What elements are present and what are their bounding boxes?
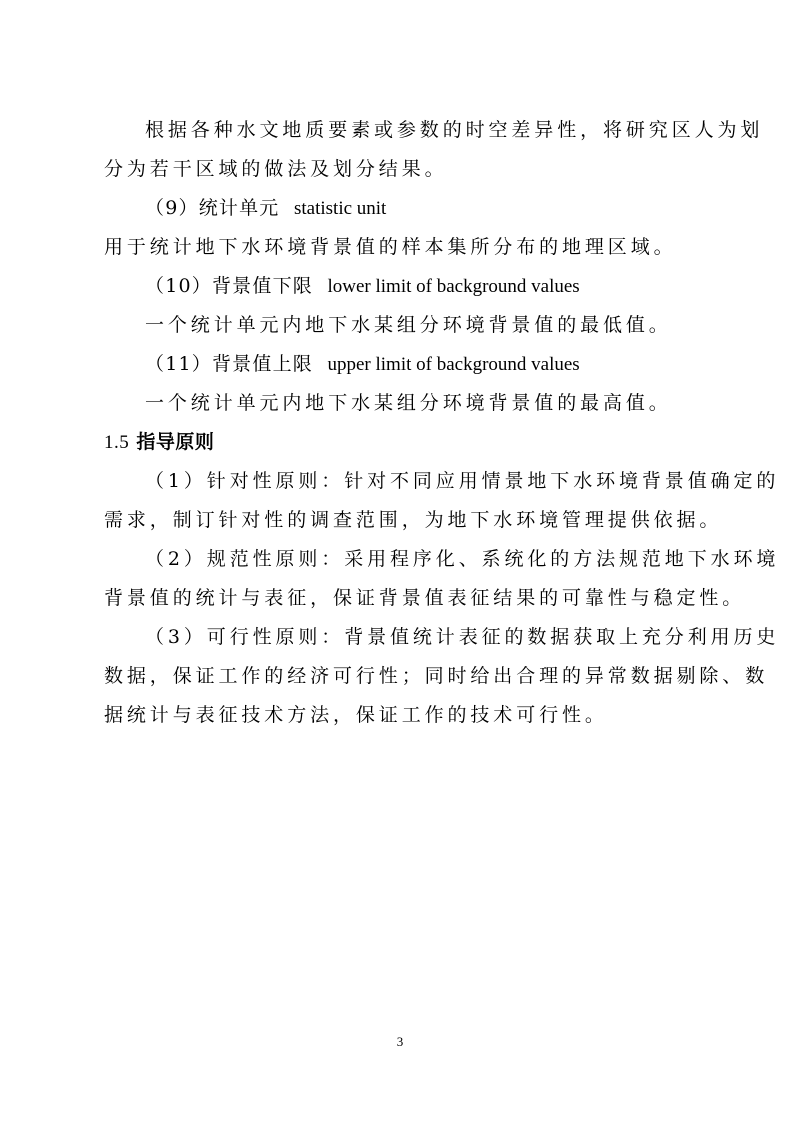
principle-1-line-1: （1）针对性原则：针对不同应用情景地下水环境背景值确定的 <box>145 470 780 492</box>
term-11-definition: 一个统计单元内地下水某组分环境背景值的最高值。 <box>145 392 672 414</box>
section-heading <box>104 429 698 456</box>
term-10-label: （10）背景值下限 <box>145 275 313 297</box>
section-number: 1.5 <box>104 432 130 453</box>
principle-2-line-2: 背景值的统计与表征，保证背景值表征结果的可靠性与稳定性。 <box>104 587 746 609</box>
term-10-heading <box>145 273 698 300</box>
zoning-definition-line-1: 根据各种水文地质要素或参数的时空差异性，将研究区人为划 <box>145 119 764 141</box>
principle-3-line-3: 据统计与表征技术方法，保证工作的技术可行性。 <box>104 704 608 726</box>
term-11-label: （11）背景值上限 <box>145 353 313 375</box>
principle-3-line-1: （3）可行性原则：背景值统计表征的数据获取上充分利用历史 <box>145 626 780 648</box>
section-title: 指导原则 <box>136 431 215 453</box>
principle-3-line-2: 数据，保证工作的经济可行性；同时给出合理的异常数据剔除、数 <box>104 665 769 687</box>
term-9-english: statistic unit <box>293 198 387 219</box>
term-10-english: lower limit of background values <box>327 276 580 297</box>
term-9-definition: 用于统计地下水环境背景值的样本集所分布的地理区域。 <box>104 236 677 258</box>
term-9-heading <box>145 195 698 222</box>
zoning-definition-line-2: 分为若干区域的做法及划分结果。 <box>104 158 448 180</box>
term-11-english: upper limit of background values <box>327 354 580 375</box>
term-10-definition: 一个统计单元内地下水某组分环境背景值的最低值。 <box>145 314 672 336</box>
principle-2-line-1: （2）规范性原则：采用程序化、系统化的方法规范地下水环境 <box>145 548 780 570</box>
term-9-label: （9）统计单元 <box>145 197 280 219</box>
principle-1-line-2: 需求，制订针对性的调查范围，为地下水环境管理提供依据。 <box>104 509 723 531</box>
term-11-heading <box>145 351 698 378</box>
page-number: 3 <box>396 1034 404 1049</box>
